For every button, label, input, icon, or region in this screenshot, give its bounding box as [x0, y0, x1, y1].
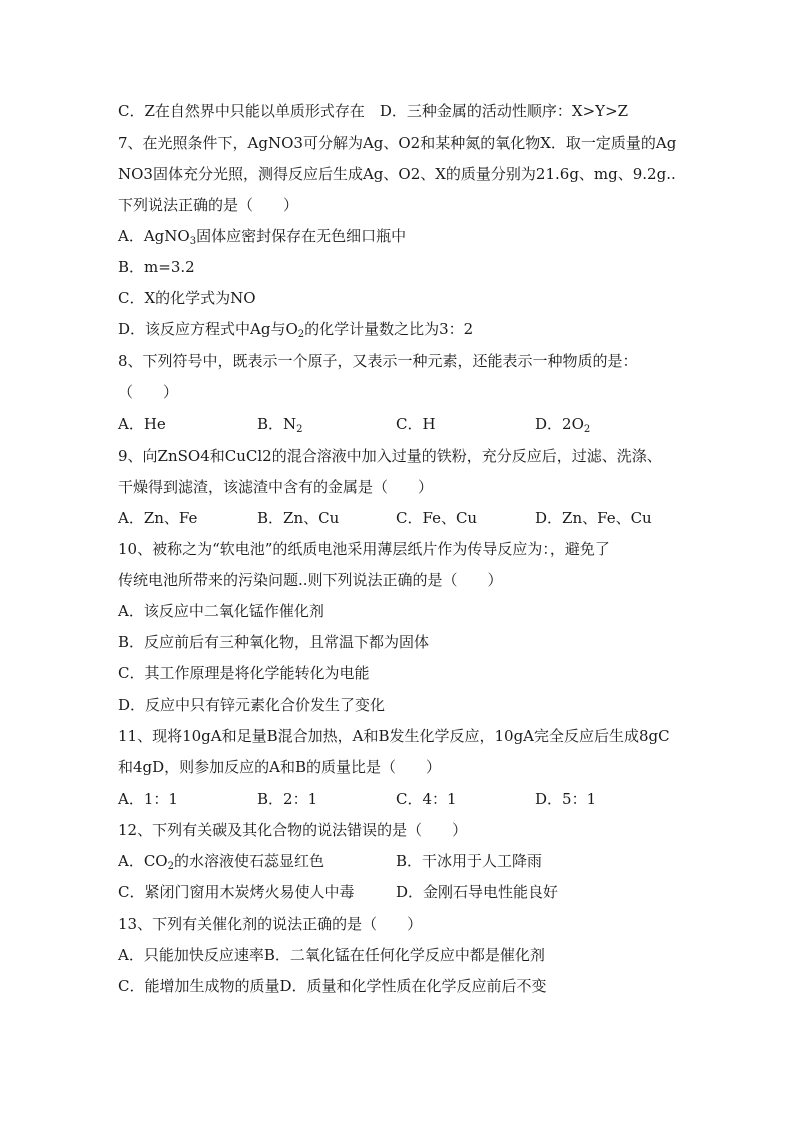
option-c: C．Fe、Cu [396, 509, 478, 527]
q13-options-cd: C．能增加生成物的质量D．质量和化学性质在化学反应前后不变 [118, 977, 547, 995]
subscript: 3 [189, 236, 197, 247]
q13-options-ab: A．只能加快反应速率B．二氧化锰在任何化学反应中都是催化剂 [118, 946, 545, 964]
option-c: C．4：1 [396, 790, 457, 808]
option-a: A．1：1 [118, 790, 178, 808]
option-a: A．Zn、Fe [118, 509, 198, 527]
q7-stem-line1: 7、在光照条件下，AgNO3可分解为Ag、O2和某种氮的氧化物X．取一定质量的Ag [118, 134, 677, 152]
q8-stem-line2: （ ） [118, 383, 179, 401]
option-b: B．2：1 [257, 790, 318, 808]
option-b: B．干冰用于人工降雨 [396, 852, 543, 870]
q10-option-c: C．其工作原理是将化学能转化为电能 [118, 664, 370, 682]
q11-stem-line2: 和4gD，则参加反应的A和B的质量比是（ ） [118, 758, 442, 776]
q10-stem-line1: 10、被称之为“软电池”的纸质电池采用薄层纸片作为传导反应为：，避免了 [118, 540, 610, 558]
q8-stem-line1: 8、下列符号中，既表示一个原子，又表示一种元素，还能表示一种物质的是： [118, 352, 638, 370]
q10-option-a: A．该反应中二氧化锰作催化剂 [118, 602, 324, 620]
q7-stem-line2: NO3固体充分光照，测得反应后生成Ag、O2、X的质量分别为21.6g、mg、9.2g.. [118, 165, 676, 183]
option-c: C．H [396, 415, 436, 433]
text: A．AgNO [118, 227, 190, 245]
q6-options-cd: C．Z在自然界中只能以单质形式存在 D．三种金属的活动性顺序：X>Y>Z [118, 102, 629, 120]
q12-stem: 12、下列有关碳及其化合物的说法错误的是（ ） [118, 821, 468, 839]
option-d: D．Zn、Fe、Cu [535, 509, 652, 527]
text: 固体应密封保存在无色细口瓶中 [196, 227, 407, 245]
q10-option-b: B．反应前后有三种氧化物，且常温下都为固体 [118, 633, 430, 651]
subscript: 2 [296, 424, 303, 435]
text: D．2O [535, 415, 584, 433]
text: B．N [257, 415, 297, 433]
option-b [257, 414, 303, 434]
q13-stem: 13、下列有关催化剂的说法正确的是（ ） [118, 915, 423, 933]
option-b: B．Zn、Cu [257, 509, 340, 527]
option-d: D．金刚石导电性能良好 [396, 883, 559, 901]
text: 的水溶液使石蕊显红色 [173, 852, 324, 870]
q10-stem-line2: 传统电池所带来的污染问题..则下列说法正确的是（ ） [118, 571, 503, 589]
q10-option-d: D．反应中只有锌元素化合价发生了变化 [118, 696, 386, 714]
q9-stem-line2: 干燥得到滤渣，该滤渣中含有的金属是（ ） [118, 478, 434, 496]
q7-option-c: C．X的化学式为NO [118, 289, 256, 307]
option-d: D．5：1 [535, 790, 597, 808]
text: A．CO [118, 852, 168, 870]
subscript: 2 [583, 424, 591, 435]
subscript: 2 [297, 329, 305, 340]
q11-stem-line1: 11、现将10gA和足量B混合加热，A和B发生化学反应，10gA完全反应后生成8gC [118, 727, 670, 745]
option-c: C．紧闭门窗用木炭烤火易使人中毒 [118, 883, 355, 901]
q7-stem-line3: 下列说法正确的是（ ） [118, 196, 299, 214]
q7-option-a [118, 226, 688, 246]
q7-option-b: B．m=3.2 [118, 258, 195, 276]
option-a [118, 851, 324, 871]
subscript: 2 [167, 861, 174, 872]
option-a: A．He [118, 415, 166, 433]
text: D．该反应方程式中Ag与O [118, 320, 298, 338]
option-d [535, 414, 590, 434]
q9-stem-line1: 9、向ZnSO4和CuCl2的混合溶液中加入过量的铁粉，充分反应后，过滤、洗涤、 [118, 447, 662, 465]
q7-option-d [118, 319, 688, 339]
text: 的化学计量数之比为3：2 [304, 320, 474, 338]
